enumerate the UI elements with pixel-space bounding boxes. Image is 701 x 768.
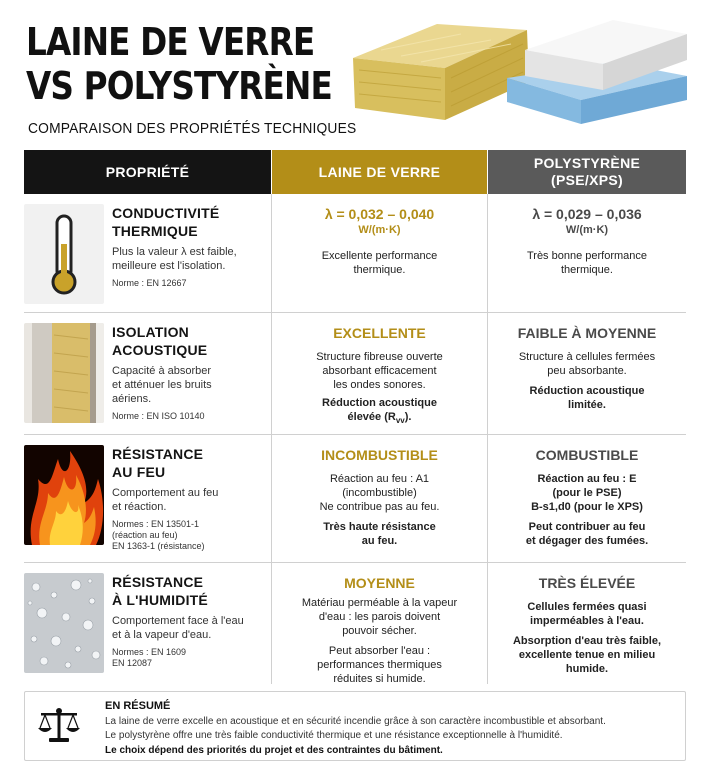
polystyrene-cell: [487, 563, 686, 684]
property-description: Plus la valeur λ est faible, meilleure est l'isolation.: [112, 246, 237, 272]
glass-wool-cell: [271, 313, 487, 434]
glass-wool-cell: [271, 194, 487, 312]
column-header-polystyrene: POLYSTYRÈNE (PSE/XPS): [487, 150, 686, 194]
value-text-bold: Réduction acoustique élevée $(R_{vv})$.: [322, 397, 437, 426]
value-text: Excellente performance thermique.: [321, 250, 438, 276]
water-droplets-photo: [24, 573, 104, 673]
materials-hero-image: [341, 10, 701, 130]
value-text-bold: Absorption d'eau très faible, excellente tenue en milieu humide.: [512, 635, 662, 675]
summary-text: Le polystyrène offre une très faible conductivité thermique et une résistance exceptionnelle à l'humidité.: [105, 730, 563, 741]
property-cell: [24, 435, 271, 562]
value-text-bold: Réduction acoustique limitée.: [529, 385, 645, 411]
table-row-fire: [24, 435, 686, 563]
value-text-bold: Réaction au feu : E (pour le PSE) B-s1,d0 (pour le XPS): [531, 473, 643, 513]
value-text-bold: Très haute résistance au feu.: [323, 521, 436, 547]
value-text-bold: Cellules fermées quasi imperméables à l'eau.: [527, 601, 647, 627]
table-row-acoustic: [24, 313, 686, 435]
property-norm: Normes : EN 1609 EN 12087: [112, 647, 187, 668]
property-norm: Normes : EN 13501-1 (réaction au feu) EN 1363-1 (résistance): [112, 519, 205, 551]
glass-wool-cell: [271, 435, 487, 562]
polystyrene-cell: [487, 194, 686, 312]
value-unit: W/(m·K): [358, 224, 401, 236]
value-heading: λ = 0,029 – 0,036: [532, 206, 642, 222]
property-norm: Norme : EN 12667: [112, 278, 187, 288]
fire-photo: [24, 445, 104, 545]
property-title: RÉSISTANCE À L'HUMIDITÉ: [112, 574, 208, 608]
polystyrene-cell: [487, 435, 686, 562]
thermometer-icon: [24, 204, 104, 304]
summary-title: EN RÉSUMÉ: [105, 700, 171, 712]
property-description: Comportement au feu et réaction.: [112, 487, 219, 513]
property-description: Capacité à absorber et atténuer les bruits aériens.: [112, 365, 212, 405]
column-header-glass-wool: LAINE DE VERRE: [271, 150, 487, 194]
table-row-thermal: [24, 194, 686, 313]
summary-text: La laine de verre excelle en acoustique et en sécurité incendie grâce à son caractère incombustible et absorbant.: [105, 716, 606, 727]
wall-insulation-photo: [24, 323, 104, 423]
value-heading: INCOMBUSTIBLE: [321, 447, 438, 463]
property-cell: [24, 313, 271, 434]
value-heading: MOYENNE: [344, 575, 415, 591]
value-heading: EXCELLENTE: [333, 325, 426, 341]
value-text-bold: Peut contribuer au feu et dégager des fumées.: [525, 521, 649, 547]
property-norm: Norme : EN ISO 10140: [112, 411, 205, 421]
value-heading: λ = 0,032 – 0,040: [324, 206, 435, 222]
value-text: Très bonne performance thermique.: [526, 250, 648, 276]
glass-wool-cell: [271, 563, 487, 684]
value-text: Réaction au feu : A1 (incombustible) Ne contribue pas au feu.: [319, 473, 440, 513]
value-unit: W/(m·K): [565, 224, 609, 236]
table-row-humidity: [24, 563, 686, 684]
polystyrene-cell: [487, 313, 686, 434]
value-text: Structure fibreuse ouverte absorbant efficacement les ondes sonores.: [316, 351, 443, 391]
property-title: CONDUCTIVITÉ THERMIQUE: [112, 205, 220, 239]
property-cell: [24, 194, 271, 312]
value-text: Peut absorber l'eau : performances thermiques réduites si humide.: [317, 645, 442, 685]
table-header: [24, 150, 686, 194]
value-heading: FAIBLE À MOYENNE: [517, 325, 657, 341]
column-header-property: PROPRIÉTÉ: [24, 150, 271, 194]
value-text: Matériau perméable à la vapeur d'eau : les parois doivent pouvoir sécher.: [301, 597, 458, 637]
value-text: Structure à cellules fermées peu absorbante.: [518, 351, 656, 377]
property-description: Comportement face à l'eau et à la vapeur d'eau.: [112, 615, 244, 641]
value-heading: TRÈS ÉLEVÉE: [538, 575, 636, 591]
summary-box: [24, 691, 686, 761]
property-cell: [24, 563, 271, 684]
page-title: LAINE DE VERRE VS POLYSTYRÈNE: [26, 20, 332, 108]
page-header: [0, 0, 701, 150]
page-subtitle: COMPARAISON DES PROPRIÉTÉS TECHNIQUES: [28, 120, 357, 137]
comparison-table: [24, 150, 686, 684]
summary-conclusion: Le choix dépend des priorités du projet et des contraintes du bâtiment.: [105, 745, 443, 756]
property-title: ISOLATION ACOUSTIQUE: [112, 324, 208, 358]
value-heading: COMBUSTIBLE: [535, 447, 639, 463]
balance-scale-icon: [37, 706, 81, 746]
property-title: RÉSISTANCE AU FEU: [112, 446, 204, 480]
